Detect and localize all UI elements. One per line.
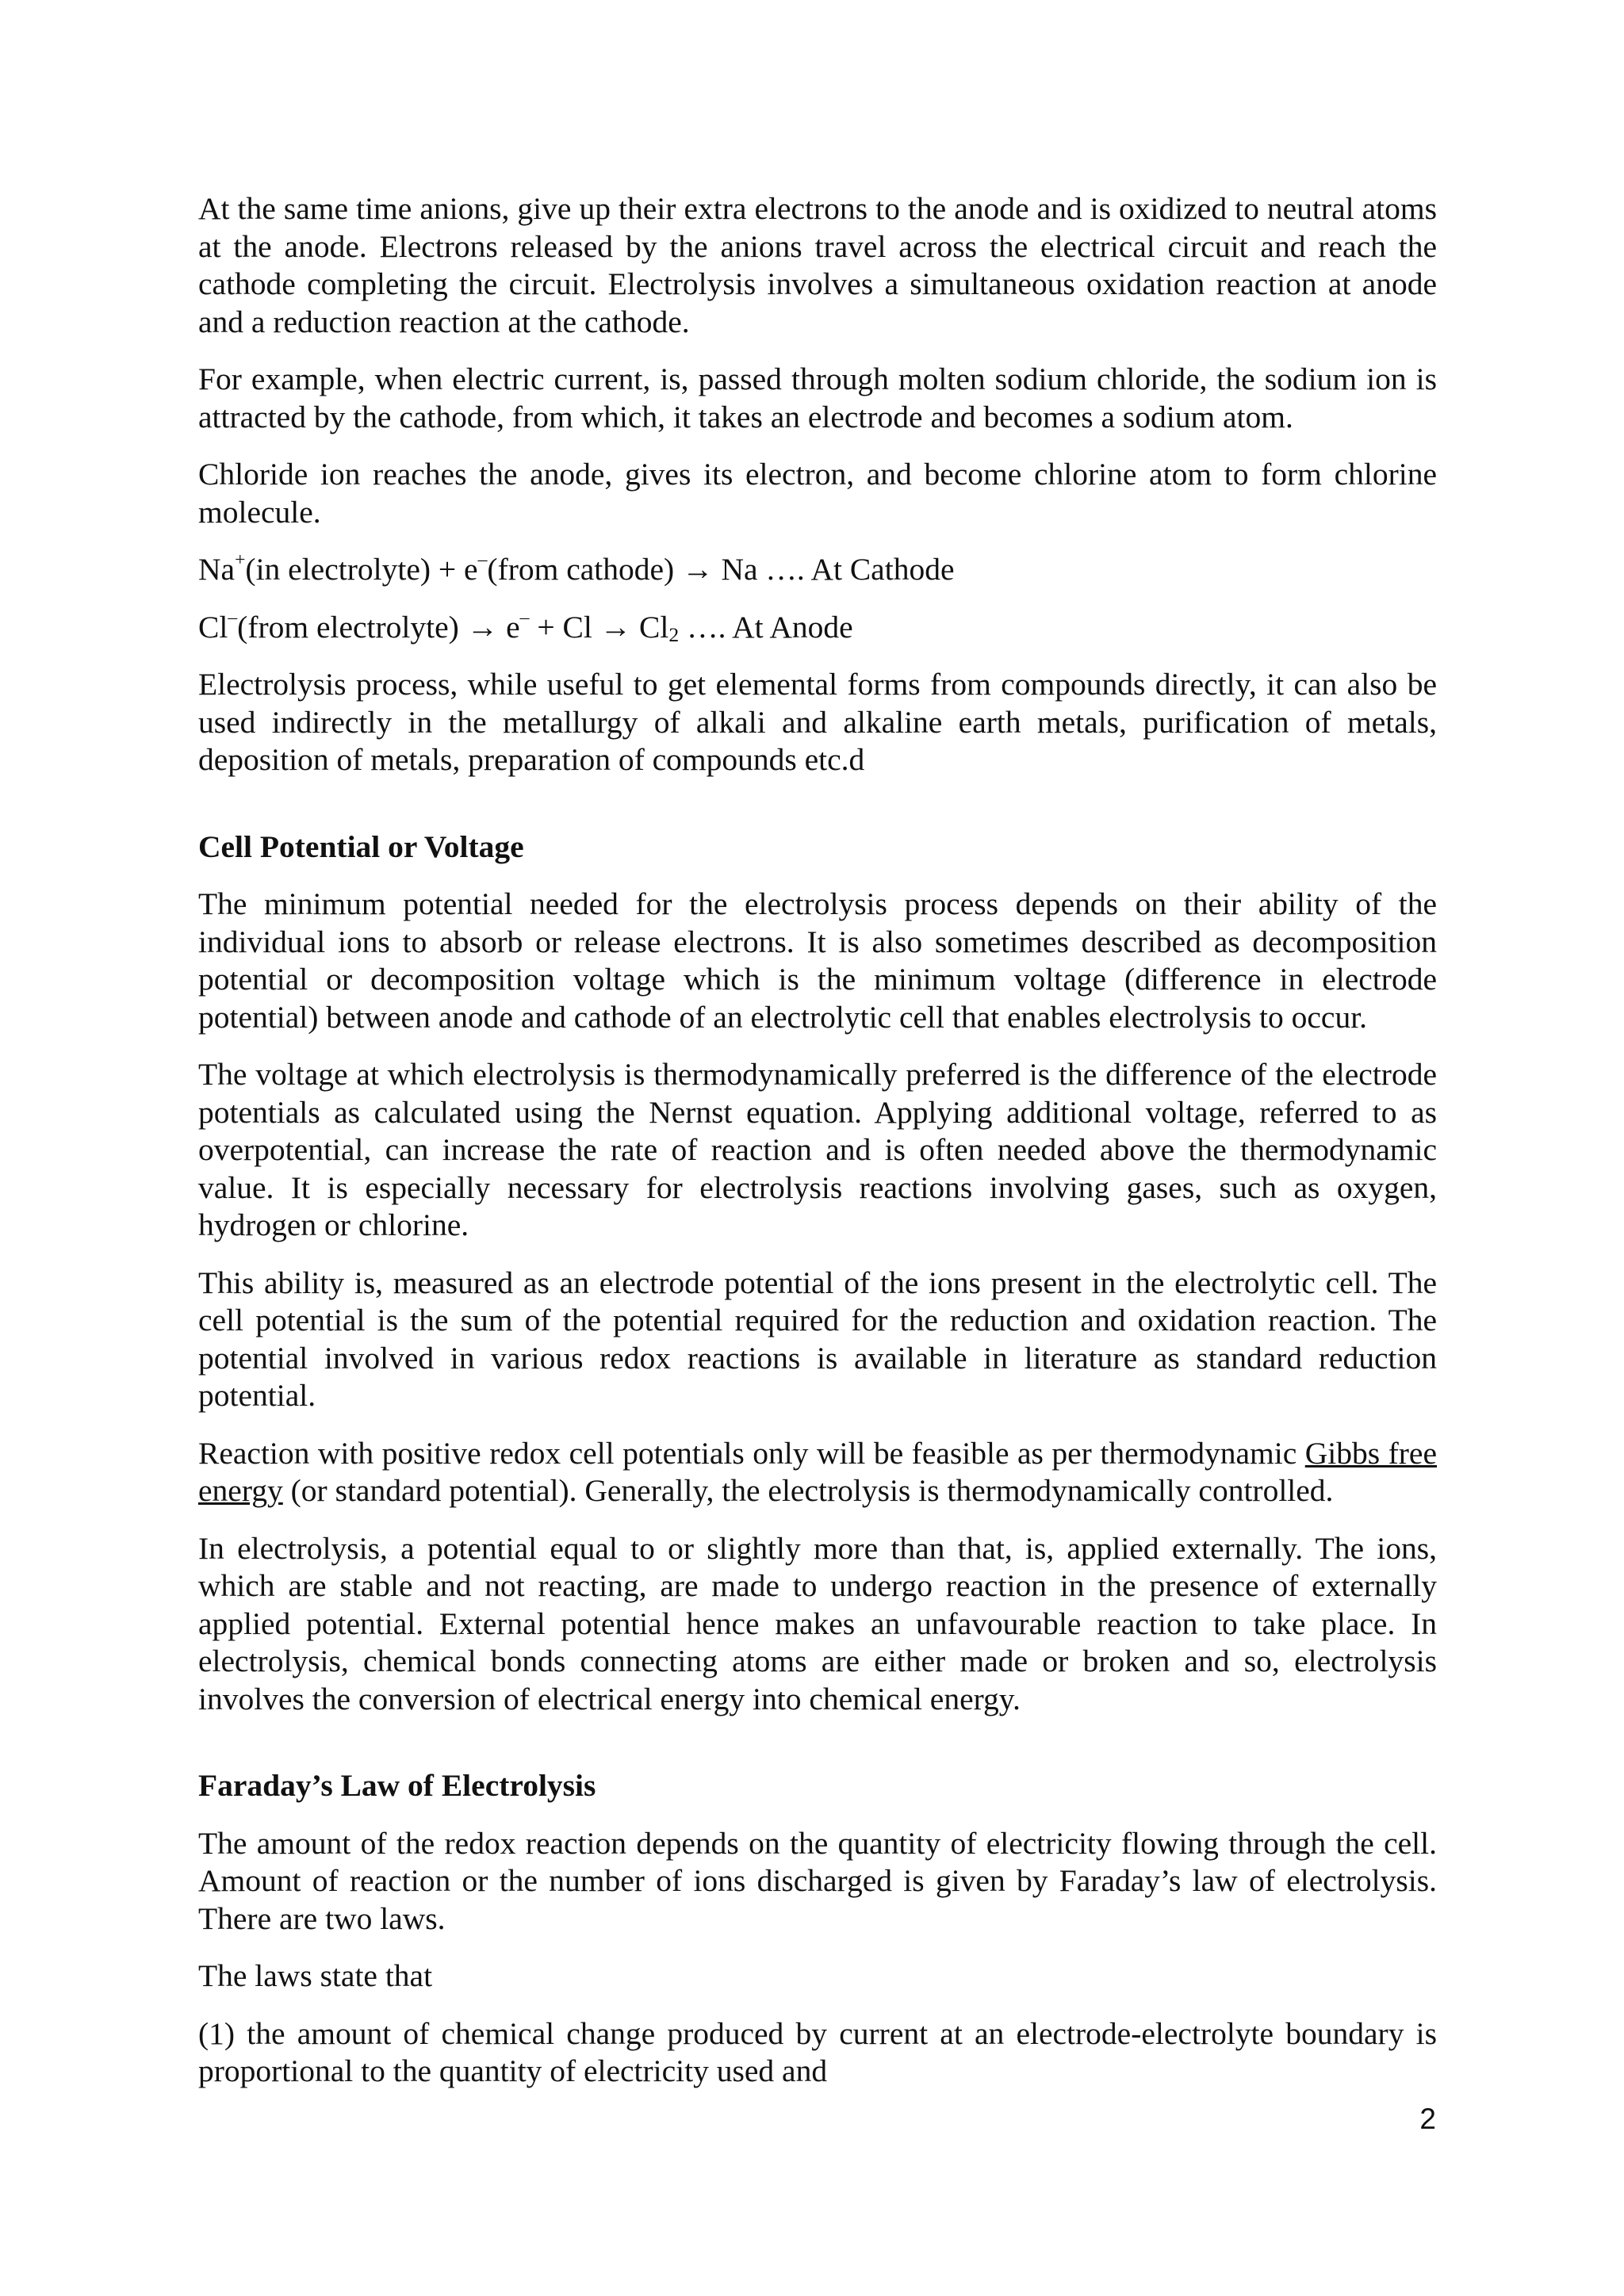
eq-cathode-electron-charge: –: [477, 549, 488, 571]
paragraph-electrolysis-uses: Electrolysis process, while useful to get elemental forms from compounds directly, it can also be used indirectly in the metallurgy of alkali and alkaline earth metals, purification of metals, deposition of metals, preparation of compounds etc.d: [198, 667, 1437, 777]
eq-cl-charge: –: [228, 607, 238, 628]
eq-cathode-part2: (from cathode) → Na …. At Cathode: [487, 552, 955, 587]
paragraph-example: For example, when electric current, is, passed through molten sodium chloride, the sodium ion is attracted by the cathode, from which, it takes an electrode and becomes a sodium atom.: [198, 362, 1437, 434]
paragraph-chloride: Chloride ion reaches the anode, gives its electron, and become chlorine atom to form chlorine molecule.: [198, 457, 1437, 530]
eq-cl-symbol: Cl: [198, 609, 228, 645]
eq-na-charge: +: [235, 549, 246, 571]
paragraph-gibbs: [198, 1435, 1437, 1510]
page-content: [198, 190, 1437, 2110]
paragraph-laws-state: The laws state that: [198, 1958, 433, 1993]
paragraph-law-one: (1) the amount of chemical change produced by current at an electrode-electrolyte boundary is proportional to the quantity of electricity used and: [198, 2015, 1437, 2088]
paragraph-anions: At the same time anions, give up their extra electrons to the anode and is oxidized to neutral atoms at the anode. Electrons released by the anions travel across the electrical circuit and reach the cathode completing the circuit. Electrolysis involves a simultaneous oxidation reaction at anode and a reduction reaction at the cathode.: [198, 191, 1437, 339]
heading-cell-potential: Cell Potential or Voltage: [198, 828, 524, 864]
gibbs-text-before: Reaction with positive redox cell potentials only will be feasible as per thermodynamic: [198, 1435, 1305, 1471]
eq-na-symbol: Na: [198, 552, 236, 587]
gibbs-free-energy-link[interactable]: Gibbs free energy: [198, 1435, 1437, 1508]
page-number: 2: [1419, 2103, 1436, 2135]
equation-cathode: [198, 551, 1437, 589]
paragraph-voltage-thermodynamic: The voltage at which electrolysis is thermodynamically preferred is the difference of the electrode potentials as calculated using the Nernst equation. Applying additional voltage, referred to as overpotential, can increase the rate of reaction and is often needed above the thermodynamic value. It is especially necessary for electrolysis reactions involving gases, such as oxygen, hydrogen or chlorine.: [198, 1057, 1437, 1242]
eq-anode-part2: + Cl → Cl: [529, 609, 669, 645]
eq-anode-part3: …. At Anode: [679, 609, 853, 645]
eq-cathode-part1: (in electrolyte) + e: [245, 552, 478, 587]
paragraph-redox-amount: The amount of the redox reaction depends on the quantity of electricity flowing through the cell. Amount of reaction or the number of ions discharged is given by Faraday’s law of electrolysis. There are two laws.: [198, 1825, 1437, 1936]
equation-anode: [198, 609, 1437, 647]
eq-anode-part1: (from electrolyte) → e: [237, 609, 520, 645]
paragraph-external-potential: In electrolysis, a potential equal to or slightly more than that, is, applied externally. The ions, which are stable and not reacting, are made to undergo reaction in the presence of externally applied potential. External potential hence makes an unfavourable reaction to take place. In electrolysis, chemical bonds connecting atoms are either made or broken and so, electrolysis involves the conversion of electrical energy into chemical energy.: [198, 1530, 1437, 1716]
gibbs-text-after: (or standard potential). Generally, the electrolysis is thermodynamically controlled.: [282, 1473, 1334, 1508]
heading-faraday: Faraday’s Law of Electrolysis: [198, 1768, 596, 1803]
paragraph-electrode-potential: This ability is, measured as an electrode potential of the ions present in the electrolytic cell. The cell potential is the sum of the potential required for the reduction and oxidation reaction. The potential involved in various redox reactions is available in literature as standard reduction potential.: [198, 1265, 1437, 1413]
eq-cl2-subscript: 2: [668, 622, 680, 646]
eq-anode-electron-charge: –: [519, 607, 530, 628]
paragraph-minimum-potential: The minimum potential needed for the electrolysis process depends on their ability of the individual ions to absorb or release electrons. It is also sometimes described as decomposition potential or decomposition voltage which is the minimum voltage (difference in electrode potential) between anode and cathode of an electrolytic cell that enables electrolysis to occur.: [198, 886, 1437, 1035]
